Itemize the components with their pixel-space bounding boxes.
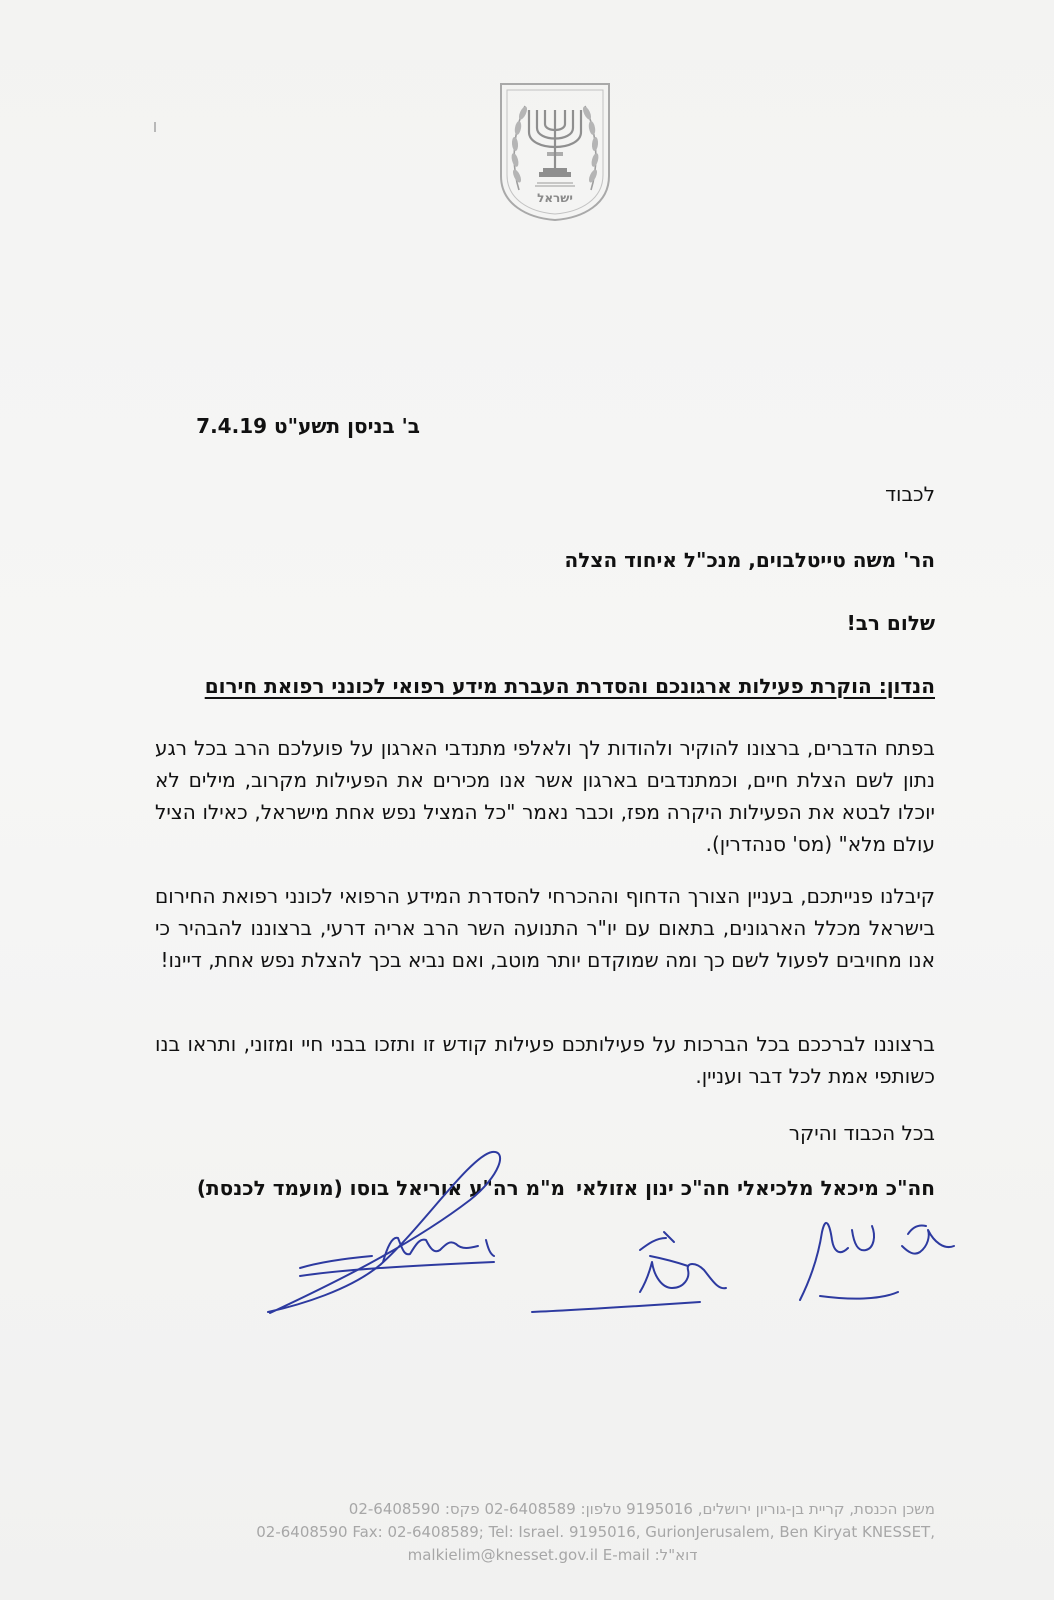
signature-stroke xyxy=(908,1225,926,1234)
emblem-caption: ישראל xyxy=(537,191,573,205)
signature-stroke xyxy=(532,1302,700,1312)
signature-stroke xyxy=(852,1226,874,1250)
signer-name: חה"כ ינון אזולאי xyxy=(576,1176,730,1200)
signature-stroke xyxy=(664,1232,674,1242)
signature-stroke xyxy=(640,1262,726,1292)
body-paragraph-2: קיבלנו פנייתכם, בעניין הצורך הדחוף וההכרחי להסדרת המידע הרפואי לכונני רפואת החירום בישראל מכלל הארגונים, בתאום עם יו"ר התנועה השר הרב אריה דרעי, ברצוננו להבהיר כי אנו מחויבים לפעול לשם כך ומה שמוקדם יותר מוטב, ואם נביא בכך להצלת נפש אחת, דיינו! xyxy=(155,884,935,972)
subject-line: הנדון: הוקרת פעילות ארגונכם והסדרת העברת מידע רפואי לכונני רפואת חירום xyxy=(204,674,935,698)
body-paragraph-3: ברצוננו לברככם בכל הברכות על פעילותכם פעילות קודש זו ותזכו בבני חיי ומזוני, ותראו בנו כשותפי אמת לכל דבר ועניין. xyxy=(155,1032,935,1088)
footer-email: דוא"ל: malkielim@knesset.gov.il E-mail xyxy=(407,1546,698,1564)
signature-stroke xyxy=(902,1230,954,1254)
salutation-line: שלום רב! xyxy=(846,611,935,635)
footer-address-english: 02-6408590 Fax: 02-6408589; Tel: Israel. 9195016, GurionJerusalem, Ben Kiryat KNESSET, xyxy=(256,1523,935,1541)
signer-name: מ"מ רה"ע אוריאל בוסו (מועמד לכנסת) xyxy=(196,1176,565,1200)
signature-stroke xyxy=(300,1262,494,1276)
recipient-line: הר' משה טייטלבוים, מנכ"ל איחוד הצלה xyxy=(564,548,935,572)
signers-row xyxy=(155,1176,935,1210)
signature-stroke xyxy=(383,1238,478,1262)
greeting-line: לכבוד xyxy=(885,482,935,506)
closing-line: בכל הכבוד והיקר xyxy=(788,1121,935,1145)
letter-date: ב' בניסן תשע"ט 7.4.19 xyxy=(196,414,420,438)
body-paragraph-1: בפתח הדברים, ברצונו להוקיר ולהודות לך ולאלפי מתנדבי הארגון על פועלכם הרב בכל רגע נתון לשם הצלת חיים, וכמתנדבים בארגון אשר אנו מכירים את הפעילות מקרוב, מילים לא יוכלו לבטא את הפעילות היקרה מפז, וכבר נאמר "כל המציל נפש אחת מישראל, כאילו הציל עולם מלא" (מס' סנהדרין). xyxy=(155,736,935,856)
signature-stroke xyxy=(650,1256,688,1266)
state-emblem-icon xyxy=(497,80,613,222)
scan-mark xyxy=(154,122,156,132)
footer-address-hebrew: משכן הכנסת, קריית בן-גוריון ירושלים, 9195016 טלפון: 02-6408589 פקס: 02-6408590 xyxy=(348,1500,935,1518)
signature-stroke xyxy=(800,1223,848,1300)
signature-stroke xyxy=(820,1292,898,1299)
signature-stroke xyxy=(300,1256,372,1268)
signature-stroke xyxy=(640,1238,666,1250)
signer-name: חה"כ מיכאל מלכיאלי xyxy=(737,1176,935,1200)
signature-stroke xyxy=(486,1240,494,1256)
